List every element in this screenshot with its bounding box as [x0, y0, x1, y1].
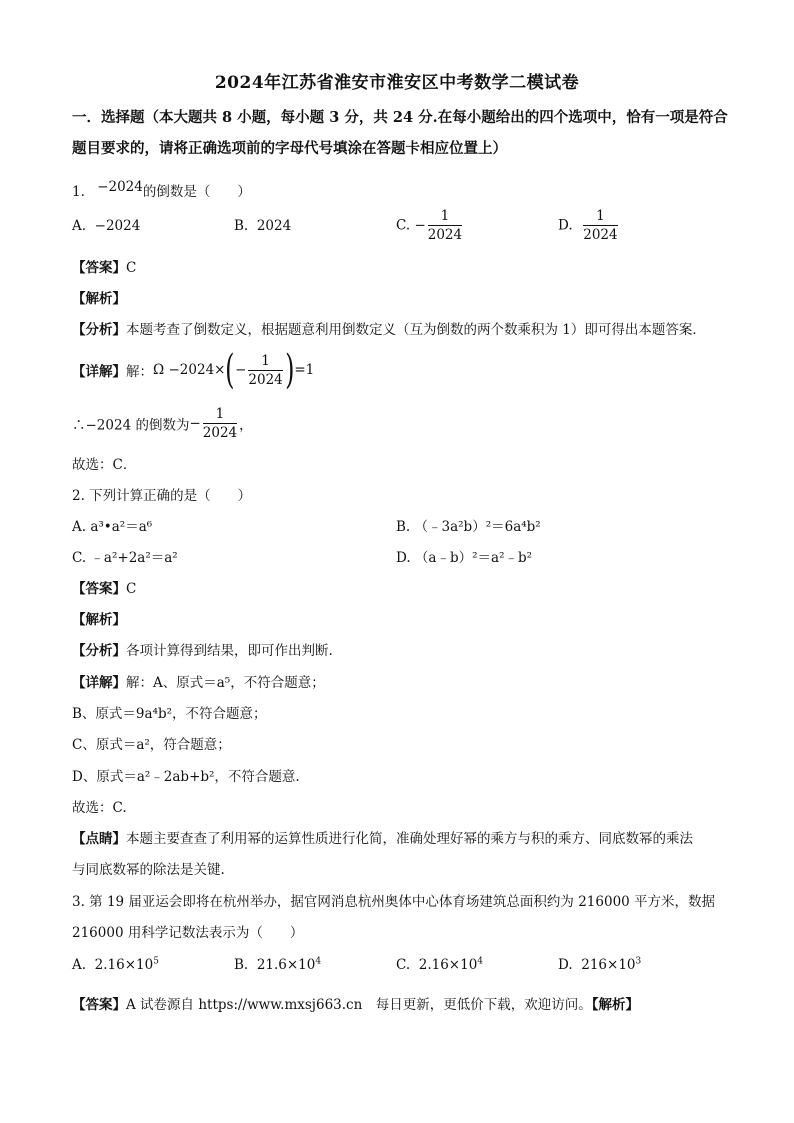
- q1-jiexi: 【解析】: [72, 291, 126, 307]
- q1-option-d-fraction: $\frac{1}{2024}$: [583, 208, 618, 243]
- q2-option-b: B. （﹣3a²b）²＝6a⁴b²: [396, 519, 541, 535]
- q2-option-c: C. ﹣a²+2a²＝a²: [72, 550, 178, 566]
- q1-therefore-fraction: $\frac{1}{2024}$: [202, 406, 238, 441]
- q2-detail-c: C、原式＝a²，符合题意；: [72, 737, 231, 753]
- q1-option-c-fraction: $\frac{1}{2024}$: [427, 208, 463, 243]
- q3-answer-line: 【答案】A 试卷源自 https://www.mxsj663.cn 每日更新，更低价下载，欢迎访问。【解析】: [72, 997, 640, 1013]
- q2-jiexi: 【解析】: [72, 612, 126, 628]
- q2-choose: 故选：C.: [72, 800, 127, 816]
- q1-therefore: ∴−2024 的倒数为− $\frac{1}{2024}$ ，: [72, 406, 253, 441]
- question-3-stem-2: 216000 用科学记数法表示为（ ）: [72, 925, 304, 941]
- q2-option-d: D. （a﹣b）²＝a²﹣b²: [396, 550, 533, 566]
- q1-choose: 故选：C．: [72, 457, 137, 473]
- watermark-text: 试卷源自 https://www.mxsj663.cn 每日更新，更低价下载，欢迎访问。: [140, 997, 592, 1013]
- q1-option-c: C. − $\frac{1}{2024}$: [396, 208, 463, 243]
- q2-detail-d: D、原式＝a²﹣2ab+b²，不符合题意.: [72, 769, 300, 785]
- q2-comment: 【点睛】本题主要查查了利用幂的运算性质进行化简，准确处理好幂的乘方与积的乘方、同底数幂的乘法: [72, 831, 693, 847]
- q1-option-a: A. −2024: [72, 218, 141, 234]
- q1-detail-fraction: $\frac{1}{2024}$: [248, 352, 283, 388]
- q2-option-a: A. a³•a²＝a⁶: [72, 519, 153, 535]
- q2-comment-cont: 与同底数幂的除法是关键.: [72, 862, 225, 878]
- q2-analysis: 【分析】各项计算得到结果，即可作出判断.: [72, 643, 333, 659]
- q3-option-a: A. $2.16\times 10^5$: [72, 956, 159, 973]
- q3-option-c: C. $2.16\times 10^4$: [396, 956, 484, 973]
- q2-detail-b: B、原式＝9a⁴b²，不符合题意；: [72, 706, 267, 722]
- q2-answer: 【答案】C: [72, 581, 137, 597]
- q2-detail-a: 【详解】解：A、原式＝a⁵，不符合题意；: [72, 675, 325, 691]
- q1-option-d: D. $\frac{1}{2024}$: [558, 208, 618, 243]
- section-heading: 一．选择题（本大题共 8 小题，每小题 3 分，共 24 分.在每小题给出的四个选项中，恰有一项是符合题目要求的，请将正确选项前的字母代号填涂在答题卡相应位置上）: [72, 109, 728, 157]
- q1-answer: 【答案】C: [72, 260, 137, 276]
- q1-analysis: 【分析】本题考查了倒数定义，根据题意利用倒数定义（互为倒数的两个数乘积为 1）即可得出本题答案．: [72, 322, 706, 338]
- q3-option-d: D. $216\times 10^3$: [558, 956, 642, 973]
- question-2-stem: 2. 下列计算正确的是（ ）: [72, 488, 252, 504]
- q1-option-b: B. 2024: [234, 218, 292, 234]
- page-title: 2024年江苏省淮安市淮安区中考数学二模试卷: [214, 73, 580, 93]
- question-1-text: 的倒数是（ ）: [142, 184, 251, 200]
- question-3-stem-1: 3. 第 19 届亚运会即将在杭州举办，据官网消息杭州奥体中心体育场建筑总面积约为 216000 平方米，数据: [72, 894, 716, 910]
- q1-detail: 【详解】解：Ω −2024×(− $\frac{1}{2024}$ )=1: [72, 347, 315, 393]
- question-1-stem: 1. −2024的倒数是（ ）: [72, 179, 251, 200]
- question-1-value: −2024: [97, 179, 143, 195]
- q3-option-b: B. $21.6\times 10^4$: [234, 956, 322, 973]
